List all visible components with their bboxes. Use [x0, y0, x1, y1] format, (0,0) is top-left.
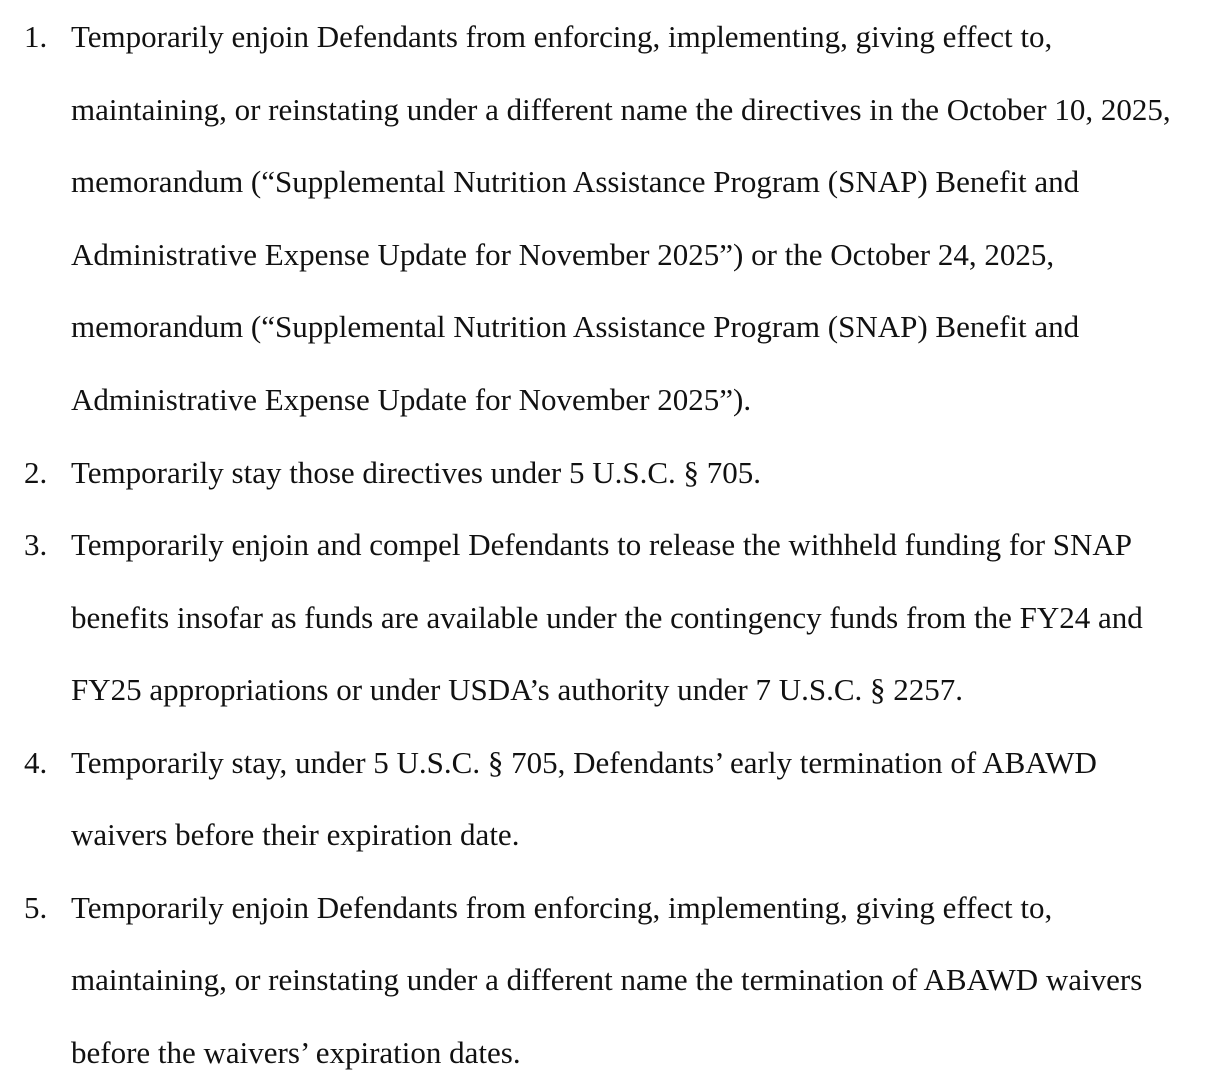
- item-number: 5.: [24, 890, 48, 925]
- item-line: Administrative Expense Update for November 2025”) or the October 24, 2025,: [71, 237, 1055, 272]
- item-line: Temporarily stay, under 5 U.S.C. § 705, Defendants’ early termination of ABAWD: [71, 745, 1097, 780]
- item-number: 1.: [24, 19, 48, 54]
- item-line: Temporarily enjoin and compel Defendants to release the withheld funding for SNAP: [71, 527, 1133, 562]
- item-line: memorandum (“Supplemental Nutrition Assistance Program (SNAP) Benefit and: [71, 164, 1080, 199]
- item-number: 3.: [24, 527, 48, 562]
- item-line: Temporarily stay those directives under 5 U.S.C. § 705.: [71, 455, 762, 490]
- item-line: FY25 appropriations or under USDA’s authority under 7 U.S.C. § 2257.: [71, 672, 964, 707]
- item-line: memorandum (“Supplemental Nutrition Assistance Program (SNAP) Benefit and: [71, 309, 1080, 344]
- item-line: Temporarily enjoin Defendants from enforcing, implementing, giving effect to,: [71, 19, 1053, 54]
- item-number: 4.: [24, 745, 48, 780]
- item-line: benefits insofar as funds are available under the contingency funds from the FY24 and: [71, 600, 1143, 635]
- item-line: before the waivers’ expiration dates.: [71, 1035, 521, 1070]
- item-number: 2.: [24, 455, 48, 490]
- item-line: maintaining, or reinstating under a different name the directives in the October 10, 2025,: [71, 92, 1171, 127]
- item-line: waivers before their expiration date.: [71, 817, 520, 852]
- item-line: maintaining, or reinstating under a different name the termination of ABAWD waivers: [71, 962, 1143, 997]
- item-line: Administrative Expense Update for November 2025”).: [71, 382, 752, 417]
- item-line: Temporarily enjoin Defendants from enforcing, implementing, giving effect to,: [71, 890, 1053, 925]
